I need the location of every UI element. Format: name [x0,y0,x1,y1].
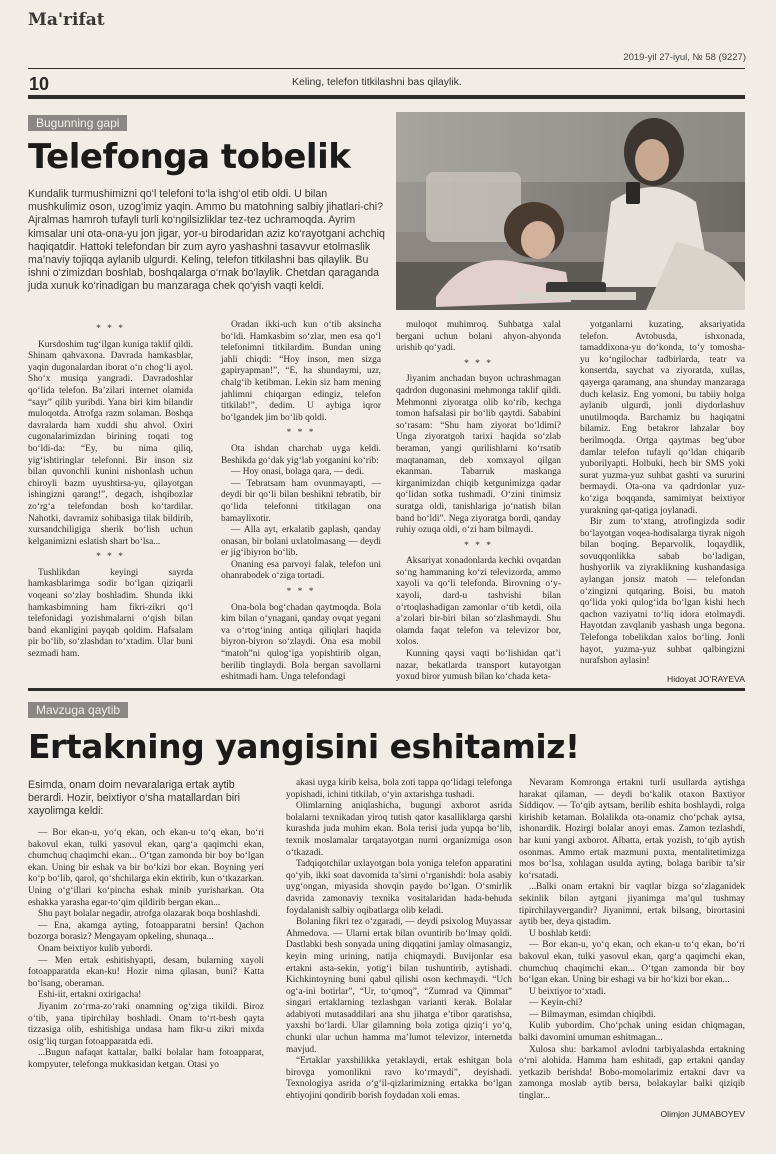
paragraph: ...Bugun nafaqat kattalar, balki bolalar ham fotoapparat, kompyuter, telefonga mukkasidan ketgan. Otasi yo [28,1048,264,1070]
paragraph: Ota ishdan charchab uyga keldi. Beshikda go‘dak yig‘lab yotganini ko‘rib: [221,443,381,466]
paragraph: muloqot muhimroq. Suhbatga xalal bergani uchun bolani ahyon-ahyonda urishib qo‘yadi. [396,320,561,354]
article1-column-1 [28,320,193,661]
separator: * * * [286,587,316,598]
article1-column-2 [221,320,381,684]
photo-illustration [396,112,745,310]
paragraph: Eshi-iit, ertakni oxirigacha! [38,990,142,1001]
article2-title: Ertakning yangisini eshitamiz! [28,727,580,766]
paragraph: akasi uyga kirib kelsa, bola zoti tappa qo‘lidagi telefonga yopishadi, ichini titkilab, o‘yin axtarishga tushadi. [286,778,512,800]
paragraph: Oradan ikki-uch kun o‘tib aksincha bo‘ldi. Hamkasbim so‘zlar, men esa qo‘l telefonimni titkilardim. Bundan uning jahli chiqdi: “Hoy inson, men sizga gapiryapman!”, “E, ha shundaymi, uzr, chalg‘ib ketibman. Lekin siz ham mening jahlimni chiqargan edingiz, telefon titkilab!”, dedim. U aybiga iqror bo‘lgandek jim bo‘lib qoldi. [221,320,381,423]
paragraph: — Bor ekan-u, yo‘q ekan, och ekan-u to‘q ekan, bo‘ri bakovul ekan, tulki yasovul ekan, qarg‘a qaqimchi ekan, chumchuq chaqimchi ekan... O‘tgan zamonda bir boy bo‘lgan ekan. Uning bir eshak va bir bo‘kizi bor ekan. Boyning yeri ko‘p bo‘lib, qarol, qo‘shchilarga ekin ektirib, kun o‘tkazarkan. Uning o‘g‘illari ko‘pincha eshak minib yurisharkan. Ota eshakka yarasha egar-to‘qim qildirib bergan ekan... [28,828,264,908]
article1-column-4 [580,320,745,685]
article1-title: Telefonga tobelik [28,137,351,177]
paragraph: Onam beixtiyor kulib yubordi. [38,943,153,954]
paragraph: “Ertaklar yaxshilikka yetaklaydi, ertak eshitgan bola birovga yomonlikni ravo ko‘rmaydi”, deyishadi. Texnologiya asrida o‘g‘il-qizlarimizning ertakka bo‘lgan ehtiyojini qondirib borish foydadan xoli emas. [286,1056,512,1102]
separator: * * * [464,540,493,551]
newspaper-masthead: Ma'rifat [28,10,105,30]
section-tag-article2: Mavzuga qaytib [28,702,128,718]
paragraph: U beixtiyor to‘xtadi. [529,986,606,997]
header-rule-thick [28,95,745,99]
paragraph: Ona-bola bog‘chadan qaytmoqda. Bola kim bilan o‘ynagani, qanday ovqat yegani va o‘rtog‘ining antiqa qiliqlari haqida biyron-biyron so‘zlaydi. Ona esa mobil “matoh”ni qulog‘iga yopishtirib olgan, berilib tinglaydi. Bola bergan savollarni eshitmadi ham. Unga telefondagi [221,602,381,683]
article-divider [28,688,745,691]
paragraph: — Men ertak eshitishyapti, desam, bularning xayoli fotoapparatda ekan-ku! Hozir nima qilasan, buni? Katta bo‘lsang, oberaman. [28,955,264,989]
paragraph: Tadqiqotchilar uxlayotgan bola yoniga telefon apparatini qo‘yib, ikki soat davomida ta’sirni o‘rganishdi: bola asabiy uyg‘ongan, miyasida shovqin paydo bo‘lgan. O‘smirlik davrida zamonaviy texnika vositalaridan hada-behuda foydalanish salbiy oqibatlarga olib keladi. [286,859,512,916]
separator: * * * [464,358,493,369]
author-signature: Olimjon JUMABOYEV [660,1108,745,1119]
paragraph: — Bilmayman, esimdan chiqibdi. [529,1009,656,1020]
separator: * * * [96,324,125,334]
paragraph: Tushlikdan keyingi sayrda hamkasblarimga sodir bo‘lgan qiziqarli voqeani so‘zlay boshladim. Shunda ikki hamkasbimning ham fikri-zikri qo‘l telefonidagi yozishmalarni o‘qish bilan band ekanligini payqab qoldim. Hafsalam pir bo‘lib, so‘zlashdan to‘xtadim. Ular buni sezmadi ham. [28,567,193,660]
paragraph: Xulosa shu: barkamol avlodni tarbiyalashda ertakning o‘rni alohida. Hamma ham eshitadi, gap ertakni qanday yetkazib berishda! Bobo-momolarimiz ertakni davr va zamonga moslab aytib bersa, bolakaylar balki qiziqib tinglar... [519,1044,745,1102]
paragraph: Bir zum to‘xtang, atrofingizda sodir bo‘layotgan voqea-hodisalarga tiyrak nigoh bilan boqing. Beparvolik, loqaydlik, sovuqqonlikka sabab bo‘ladigan, hushyorlik va ziyraklikning kushandasiga aylangan jonsiz matoh — telefondan o‘zingizni qutqaring. Boisi, bu matoh qo‘lida yoki qulog‘ida bo‘lgan kishi hech qachon vaziyatni to‘liq idora etolmaydi. Hayotdan zavqlanib yashash unga begona. Telefonga tobelikdan xalos bo‘ling. Jonli hayot, yuzma-yuz suhbat qalbingizni nurafshon aylasin! [580,517,745,667]
paragraph: yotganlarni kuzating, aksariyatida telefon. Avtobusda, ishxonada, tamaddixona-yu do‘konda, to‘y tomosha-yu ko‘ngilochar tadbirlarda, teatr va konsertda, saychat va ziyoratda, xullas, qayerga qaramang, ana shunday manzaraga duch kelasiz. Eng yomoni, bu tabiiy holga aylanib ulgurdi, jonli diydorlashuv unutilmoqda. Barchamiz bu haqiqatni bilamiz. Eng betakror lahzalar boy berilmoqda. Ortga qaytmas beg‘ubor damlar telefon tufayli qo‘ldan chiqarib yuborilyapti. Holbuki, hech bir SMS yoki surat yuzma-yuz suhbat gashti va sururini bermaydi. Ota-ona va qadrdonlar yuz-ko‘ziga boqqanda, samimiyat beixtiyor yurakning qat-qatiga joylanadi. [580,320,745,516]
article2-lead: Esimda, onam doim nevaralariga ertak aytib berardi. Hozir, beixtiyor o‘sha matallardan biri xayolimga keldi: [28,779,240,818]
paragraph: Aksariyat xonadonlarda kechki ovqatdan so‘ng hammaning ko‘zi televizorda, ammo xayoli va qo‘li telefonda. Birovning o‘y-xayoli, dard-u tashvishi bilan o‘rtoqlashadigan zamonlar o‘tib ketdi, oila a’zolari bir-biri bilan so‘zlashmaydi. Shu olamda faqat telefon va televizor bor, xolos. [396,556,561,648]
paragraph: Kulib yubordim. Cho‘pchak uning esidan chiqmagan, balki davomini umuman eshitmagan... [519,1021,745,1044]
paragraph: — Alla ayt, erkalatib gaplash, qanday onasan, bir bolani uxlatolmasang — deydi er jig‘ibiyron bo‘lib. [221,525,381,559]
paragraph: Bolaning fikri tez o‘zgaradi, — deydi psixolog Muyassar Ahmedova. — Ularni ertak bilan ovuntirib bo‘lmay qoldi. Dastlabki besh sonyada uning diqqatini jamlay olmasangiz, keyin ming urining, natija chiqmaydi. Buvijonlar esa ertakni asta-sekin, yotig‘i bilan tushuntirib, aytishadi. Kichkintoyning buni qabul qilishi oson kechmaydi. “Uch og‘a-ini botirlar”, “Ur, to‘qmoq”, “Zumrad va Qimmat” singari ertaklarning tezlashgan varianti kerak. Bolalar adabiyoti mutasaddilari ana shu jihatga e’tibor qaratishsa, yaxshi bo‘lardi. Ular gilamning bola zotiga qiziq‘i yo‘q, chunki ular uchun hamma ma’lumot televizor, internetda mavjud. [286,917,512,1055]
article2-column-2 [286,778,512,1103]
paragraph: Kunning qaysi vaqti bo‘lishidan qat’i nazar, bekatlarda transport kutayotgan yoxud biror yumush bilan ko‘chada keta- [396,649,561,683]
paragraph: Jiyanim anchadan buyon uchrashmagan qadrdon dugonasini mehmonga taklif qildi. Mehmonni ziyoratga olib ko‘rib, kechga tomon hafsalasi pir bo‘lib qaytdi. Sababini so‘rasam: “Shu ham ziyorat bo‘ldimi? Unga ziyoratgoh tarixi haqida so‘zlab beraman, yangi qurilishlarni ko‘rsatib maqtanaman, deb xomxayol qilgan ekanman. Tabarruk maskanga kirganimizdan chiqib ketgunimizga qadar qo‘lidan sotka tushmadi. O‘zini tinimsiz suratga oldi, tanishlariga jo‘natish bilan band bo‘ldi”. Negа ziyoratga bordi, qanday ruhiy ozuqa oldi, o‘zi ham bilmaydi. [396,374,561,536]
article1-lead: Kundalik turmushimizni qo‘l telefoni to‘la ishg‘ol etib oldi. U bilan mushkulimiz oson, uzog‘imiz yaqin. Ammo bu matohning salbiy jihatlari-chi? Ajralmas hamroh tufayli turli ko‘ngilsizliklar tez-tez uchramoqda. Ayrim kimsalar uni ota-ona-yu jon jigar, yor-u birodaridan aziz ko‘rayotgani achchiq haqiqatdir. Hattoki telefondan bir zum ayro yashashni tasavvur etolmaslik ma’naviy tojiqqa aylanib ulgurdi. Keling, telefon titkilashni bas qilaylik. Bu ishni o‘zimizdan boshlab, boshqalarga o‘rnak bo‘laylik. Chetdan qaraganda juda xunuk ko‘rinadigan bu manzaraga chek qo‘yish vaqti keldi. [28,188,385,293]
separator: * * * [96,552,125,563]
page-number: 10 [29,74,50,94]
paragraph: Kursdoshim tug‘ilgan kuniga taklif qildi. Shinam qahvaxona. Davrada hamkasblar, yaqin dugonalardan iborat o‘n chog‘li ayol. Sho‘x musiqa yangradi. Davradoshlar qo‘lida telefon. Ba’zilari internet olamida “sayr” qilib yuribdi. Yana biri kim bilandir muloqotda. Atrofga razm solaman. Boshqa davralarda ham xuddi shu ahvol. Oxiri cugonalarimizdan birining toqati tog bo‘ldi-da: “Ey, bu nima qiliq, yig‘ishtiringlar telefonni. Bir inson siz bilan quvonchli kunini nishonlash uchun chiroyli bazm uyushtirsa-yu, qilayotgan ishingizni qarang!”, degach, ishqibozlar zo‘rg‘a telefondan bosh ko‘tardilar. Nahotki, davramiz sohibasiga tilak bildirib, xursandchiligiga sherik bo‘lish uchun kelganimizni eslatish shart bo‘lsa... [28,339,193,547]
paragraph: — Tebratsam ham ovunmayapti, — deydi bir qo‘li bilan beshikni tebratib, bir qo‘lida telefonni titkilagan ona bamaylixotir. [221,478,381,524]
header-rule-top [28,68,745,69]
paragraph: ...Balki onam ertakni bir vaqtlar bizga so‘zlaganidek sekinlik bilan aytgani jiyanimga ma’qul tushmay tipirchilayvergandir? Jiyanimni, ertak bilsang, birortasini aytib ber, deya qistadim. [519,882,745,928]
issue-info: 2019-yil 27-iyul, № 58 (9227) [623,52,746,63]
separator: * * * [286,428,316,439]
section-tag-article1: Bugunning gapi [28,115,127,131]
article1-column-3 [396,320,561,684]
paragraph: — Ena, akamga ayting, fotoapparatni bersin! Qachon bozorga borasiz? Mengayam opkeling, shunaqa... [28,920,264,943]
paragraph: Jiyanim zo‘rma-zo‘raki onamning og‘ziga tikildi. Biroz o‘tib, yana tipirchilay boshladi. Onam to‘rt-besh qayta tizzasiga olib, eshitishiga undasa ham fikr-u zikri mixda osig‘liq turgan fotoapparatda edi. [28,1001,264,1047]
paragraph: Onaning esa parvoyi falak, telefon uni ohanrabodek o‘ziga tortadi. [221,559,381,582]
paragraph: — Keyin-chi? [529,998,583,1009]
paragraph: Olimlarning aniqlashicha, bugungi axborot asrida bolalarni texnikadan yiroq tutish qator kasalliklarga qarshi kurashda juda muhim ekan. Bola terisi juda yupqa bo‘lib, texnik moslamalar tarqatayotgan nurni organizmiga oson o‘tkazadi. [286,801,512,858]
paragraph: U boshlab ketdi: [529,928,591,939]
page-slogan: Keling, telefon titkilashni bas qilaylik. [292,76,462,88]
paragraph: Shu payt bolalar negadir, atrofga olazarak boqa boshlashdi. [38,909,261,920]
paragraph: Nevaram Komronga ertakni turli usullarda aytishga harakat qilaman, — deydi bo‘kalik otaxon Baxtiyor Siddiqov. — To‘qib aytsam, berilib eshita boshlaydi, rolga kirishib ketaman. Bolalikda ota-onamiz cho‘pchak aytsa, ishonardik. Hozirgi bolalar anoyi emas. Zamon tezlashdi, har kuni yangi axborot. Albatta, ertak yozish, to‘qib aytish osonmas. Ammo ertak mazmuni puxta, mentalitetimizga mos bo‘lsa, xohlagan usulda ayting, bolaga baribir ta’sir ko‘rsatadi. [519,778,745,881]
paragraph: — Bor ekan-u, yo‘q ekan, och ekan-u to‘q ekan, bo‘ri bakovul ekan, tulki yasovul ekan, qarg‘a qaqimchi ekan, chumchuq chaqimchi ekan... O‘tgan zamonda bir boy bo‘lgan ekan. Uning bir eshagi va bir ho‘kizi bor ekan... [519,940,745,986]
paragraph: — Hoy onasi, bolaga qara, — dedi. [231,467,365,478]
article2-column-3 [519,778,745,1120]
article2-column-1 [28,828,264,1071]
article1-photo-mother-daughter-phone [396,112,745,310]
author-signature: Hidoyat JO‘RAYEVA [666,673,745,684]
